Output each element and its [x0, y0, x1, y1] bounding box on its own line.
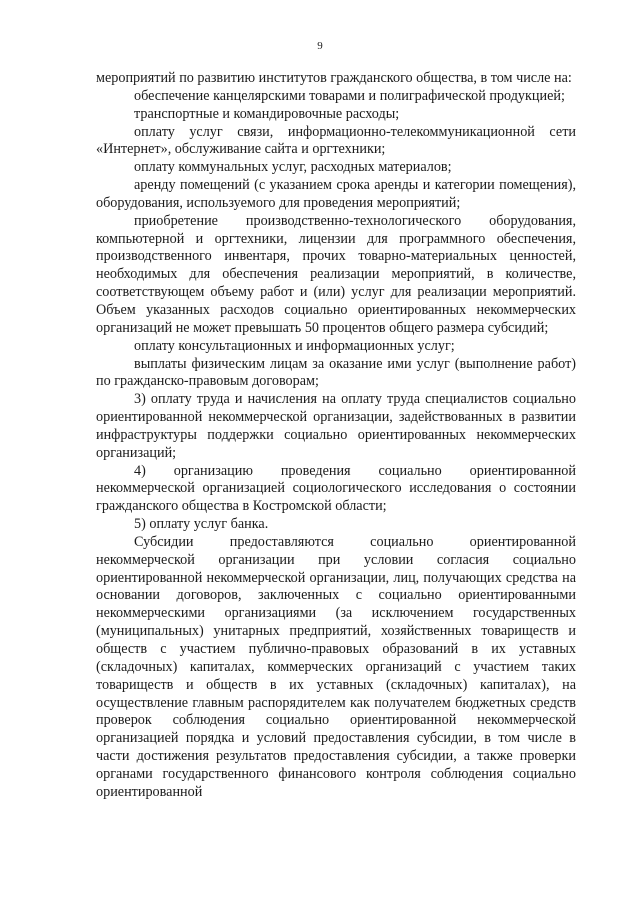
list-item-research: 4) организацию проведения социально ориентированной некоммерческой организацией социологического исследования о состоянии гражданского общества в Костромской области;	[96, 462, 576, 515]
list-item-payments: выплаты физическим лицам за оказание ими услуг (выполнение работ) по гражданско-правовым договорам;	[96, 355, 576, 390]
list-item-consulting: оплату консультационных и информационных услуг;	[134, 337, 455, 354]
list-item-salary: 3) оплату труда и начисления на оплату труда специалистов социально ориентированной некоммерческой организации, задействованных в развитии инфраструктуры поддержки социально ориентированных некоммерческих организаций;	[96, 391, 576, 461]
list-item-bank: 5) оплату услуг банка.	[134, 516, 269, 533]
page-number: 9	[317, 40, 323, 52]
list-item-transport: транспортные и командировочные расходы;	[134, 105, 400, 122]
list-item-communication: оплату услуг связи, информационно-телекоммуникационной сети «Интернет», обслуживание сайта и оргтехники;	[96, 123, 576, 158]
list-item-rent: аренду помещений (с указанием срока аренды и категории помещения), оборудования, используемого для проведения мероприятий;	[96, 177, 576, 211]
paragraph-intro: мероприятий по развитию институтов гражданского общества, в том числе на:	[96, 70, 572, 86]
list-item-utilities: оплату коммунальных услуг, расходных материалов;	[134, 159, 452, 176]
list-item-equipment: приобретение производственно-технологического оборудования, компьютерной и оргтехники, лицензии для программного обеспечения, производственного инвентаря, прочих товарно-материальных ценностей, необходимых для обеспечения реализации мероприятий, в количестве, соответствующем объему работ и (или) услуг для реализации мероприятий. Объем указанных расходов социально ориентированных некоммерческих организаций не может превышать 50 процентов общего размера субсидий;	[96, 212, 576, 336]
paragraph-subsidies: Субсидии предоставляются социально ориентированной некоммерческой организации при условии согласия социально ориентированной некоммерческой организации, лиц, получающих средства на основании договоров, заключенных с социально ориентированными некоммерческими организациями (за исключением государственных (муниципальных) унитарных предприятий, хозяйственных товариществ и обществ с участием публично-правовых образований в их уставных (складочных) капиталах, коммерческих организаций с участием таких товариществ и обществ в их уставных (складочных) капиталах), на осуществление главным распорядителем как получателем бюджетных средств проверок соблюдения социально ориентированной некоммерческой организацией порядка и условий предоставления субсидии, в том числе в части достижения результатов предоставления субсидии, а также проверки органами государственного финансового контроля соблюдения социально ориентированной	[96, 533, 576, 800]
list-item-stationery: обеспечение канцелярскими товарами и полиграфической продукцией;	[134, 87, 565, 104]
document-body	[96, 70, 576, 802]
